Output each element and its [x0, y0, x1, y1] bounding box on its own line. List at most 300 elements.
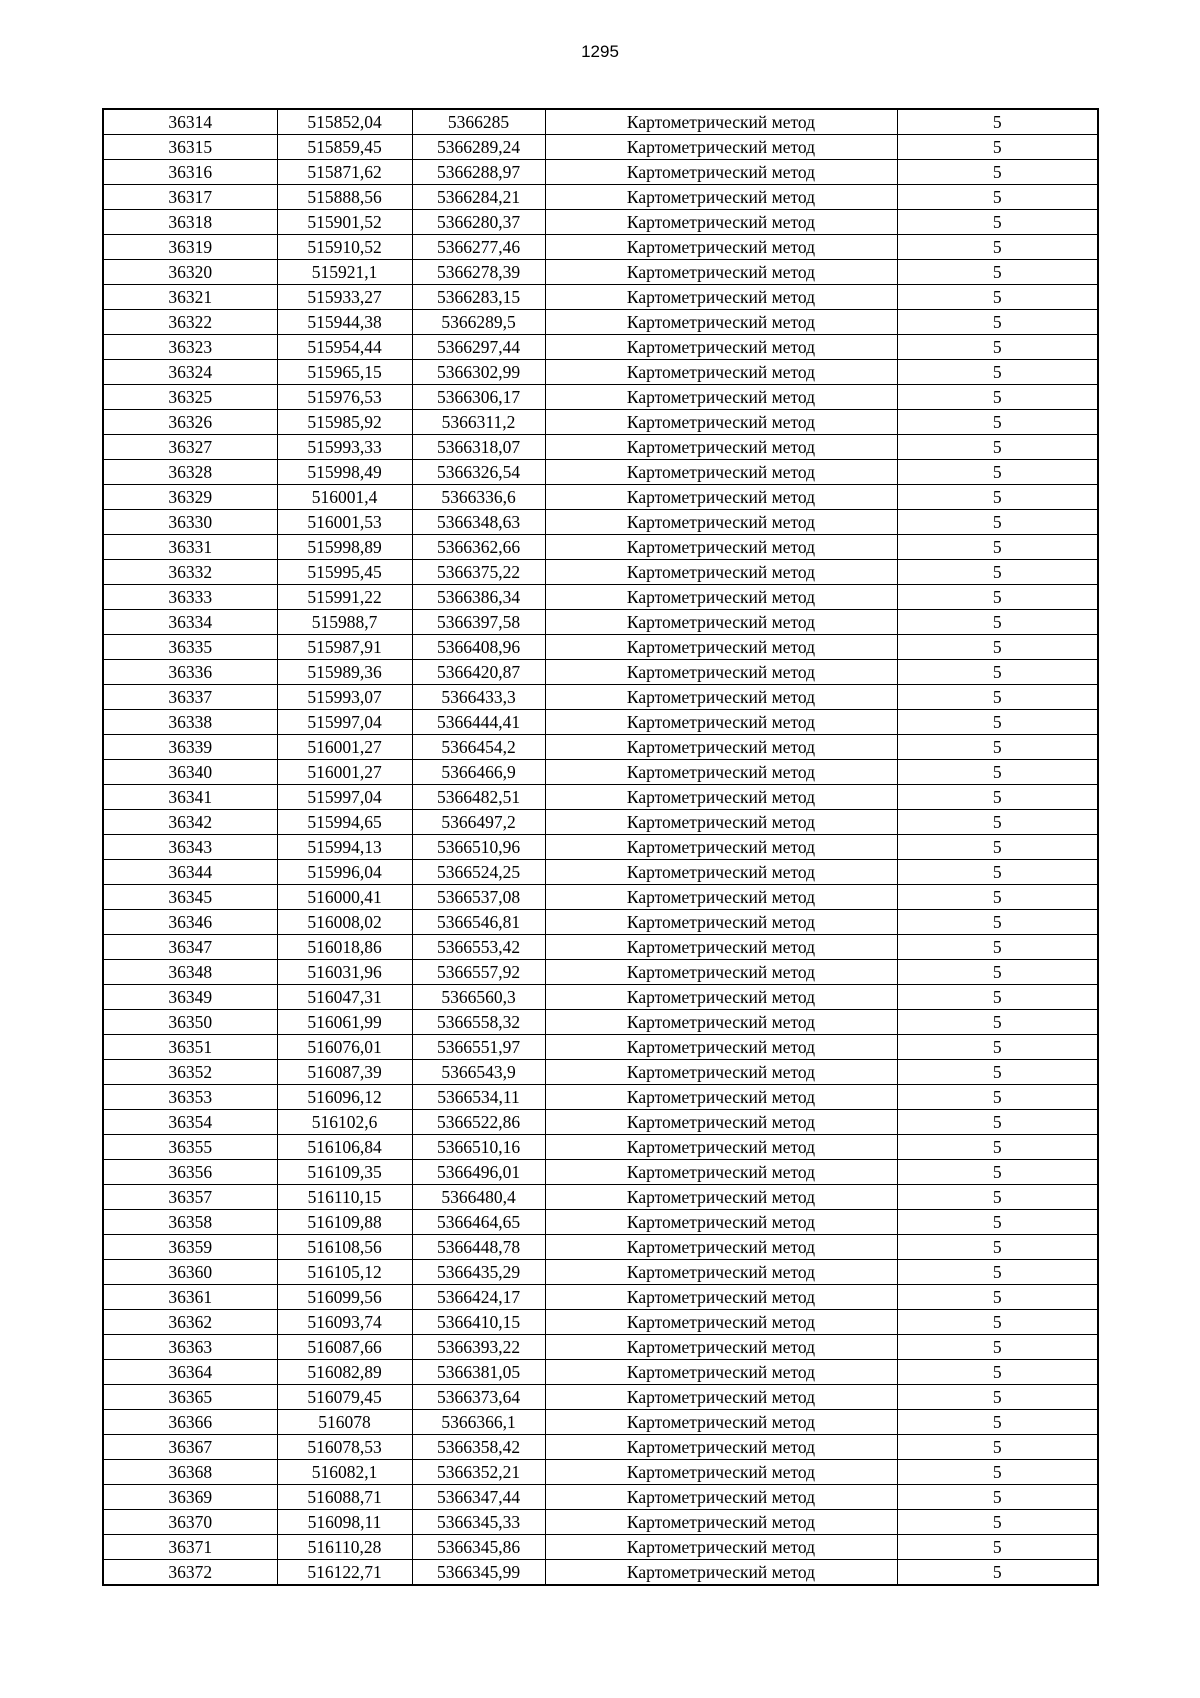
method-cell: Картометрический метод: [545, 760, 897, 785]
x-coordinate-cell: 515993,33: [277, 435, 412, 460]
y-coordinate-cell: 5366448,78: [412, 1235, 545, 1260]
method-cell: Картометрический метод: [545, 1410, 897, 1435]
y-coordinate-cell: 5366433,3: [412, 685, 545, 710]
method-cell: Картометрический метод: [545, 785, 897, 810]
accuracy-cell: 5: [897, 285, 1098, 310]
y-coordinate-cell: 5366410,15: [412, 1310, 545, 1335]
method-cell: Картометрический метод: [545, 535, 897, 560]
table-row: [103, 210, 1098, 235]
method-cell: Картометрический метод: [545, 160, 897, 185]
method-cell: Картометрический метод: [545, 1360, 897, 1385]
point-number-cell: 36322: [103, 310, 277, 335]
point-number-cell: 36354: [103, 1110, 277, 1135]
x-coordinate-cell: 516079,45: [277, 1385, 412, 1410]
x-coordinate-cell: 516061,99: [277, 1010, 412, 1035]
table-row: [103, 410, 1098, 435]
point-number-cell: 36328: [103, 460, 277, 485]
x-coordinate-cell: 516082,1: [277, 1460, 412, 1485]
method-cell: Картометрический метод: [545, 1060, 897, 1085]
table-row: [103, 1360, 1098, 1385]
table-row: [103, 1535, 1098, 1560]
accuracy-cell: 5: [897, 1510, 1098, 1535]
table-row: [103, 1135, 1098, 1160]
method-cell: Картометрический метод: [545, 1260, 897, 1285]
y-coordinate-cell: 5366558,32: [412, 1010, 545, 1035]
method-cell: Картометрический метод: [545, 610, 897, 635]
table-row: [103, 910, 1098, 935]
accuracy-cell: 5: [897, 935, 1098, 960]
method-cell: Картометрический метод: [545, 1485, 897, 1510]
x-coordinate-cell: 516106,84: [277, 1135, 412, 1160]
table-row: [103, 1560, 1098, 1586]
y-coordinate-cell: 5366375,22: [412, 560, 545, 585]
y-coordinate-cell: 5366522,86: [412, 1110, 545, 1135]
y-coordinate-cell: 5366311,2: [412, 410, 545, 435]
accuracy-cell: 5: [897, 360, 1098, 385]
method-cell: Картометрический метод: [545, 1110, 897, 1135]
accuracy-cell: 5: [897, 835, 1098, 860]
table-row: [103, 1335, 1098, 1360]
y-coordinate-cell: 5366551,97: [412, 1035, 545, 1060]
table-row: [103, 935, 1098, 960]
y-coordinate-cell: 5366510,16: [412, 1135, 545, 1160]
accuracy-cell: 5: [897, 660, 1098, 685]
table-row: [103, 260, 1098, 285]
method-cell: Картометрический метод: [545, 985, 897, 1010]
x-coordinate-cell: 515989,36: [277, 660, 412, 685]
y-coordinate-cell: 5366306,17: [412, 385, 545, 410]
method-cell: Картометрический метод: [545, 1335, 897, 1360]
coordinates-table-body: [103, 109, 1098, 1585]
accuracy-cell: 5: [897, 1435, 1098, 1460]
point-number-cell: 36362: [103, 1310, 277, 1335]
x-coordinate-cell: 515965,15: [277, 360, 412, 385]
accuracy-cell: 5: [897, 1285, 1098, 1310]
point-number-cell: 36371: [103, 1535, 277, 1560]
table-row: [103, 510, 1098, 535]
table-row: [103, 1185, 1098, 1210]
point-number-cell: 36365: [103, 1385, 277, 1410]
y-coordinate-cell: 5366424,17: [412, 1285, 545, 1310]
method-cell: Картометрический метод: [545, 135, 897, 160]
accuracy-cell: 5: [897, 1260, 1098, 1285]
method-cell: Картометрический метод: [545, 585, 897, 610]
x-coordinate-cell: 515901,52: [277, 210, 412, 235]
y-coordinate-cell: 5366560,3: [412, 985, 545, 1010]
point-number-cell: 36347: [103, 935, 277, 960]
table-row: [103, 985, 1098, 1010]
table-row: [103, 960, 1098, 985]
method-cell: Картометрический метод: [545, 835, 897, 860]
table-row: [103, 160, 1098, 185]
y-coordinate-cell: 5366444,41: [412, 710, 545, 735]
page-number: 1295: [581, 42, 619, 61]
table-row: [103, 660, 1098, 685]
table-row: [103, 560, 1098, 585]
method-cell: Картометрический метод: [545, 185, 897, 210]
y-coordinate-cell: 5366297,44: [412, 335, 545, 360]
method-cell: Картометрический метод: [545, 1510, 897, 1535]
x-coordinate-cell: 516001,27: [277, 760, 412, 785]
coordinates-table: [102, 108, 1099, 1586]
x-coordinate-cell: 515993,07: [277, 685, 412, 710]
method-cell: Картометрический метод: [545, 1210, 897, 1235]
y-coordinate-cell: 5366482,51: [412, 785, 545, 810]
table-row: [103, 810, 1098, 835]
x-coordinate-cell: 516088,71: [277, 1485, 412, 1510]
y-coordinate-cell: 5366326,54: [412, 460, 545, 485]
accuracy-cell: 5: [897, 385, 1098, 410]
method-cell: Картометрический метод: [545, 1535, 897, 1560]
y-coordinate-cell: 5366336,6: [412, 485, 545, 510]
accuracy-cell: 5: [897, 1360, 1098, 1385]
point-number-cell: 36363: [103, 1335, 277, 1360]
method-cell: Картометрический метод: [545, 485, 897, 510]
table-row: [103, 1485, 1098, 1510]
x-coordinate-cell: 515997,04: [277, 710, 412, 735]
x-coordinate-cell: 516098,11: [277, 1510, 412, 1535]
y-coordinate-cell: 5366352,21: [412, 1460, 545, 1485]
x-coordinate-cell: 515987,91: [277, 635, 412, 660]
x-coordinate-cell: 516108,56: [277, 1235, 412, 1260]
accuracy-cell: 5: [897, 510, 1098, 535]
point-number-cell: 36357: [103, 1185, 277, 1210]
x-coordinate-cell: 516102,6: [277, 1110, 412, 1135]
y-coordinate-cell: 5366283,15: [412, 285, 545, 310]
point-number-cell: 36350: [103, 1010, 277, 1035]
point-number-cell: 36338: [103, 710, 277, 735]
table-row: [103, 135, 1098, 160]
accuracy-cell: 5: [897, 460, 1098, 485]
accuracy-cell: 5: [897, 435, 1098, 460]
y-coordinate-cell: 5366347,44: [412, 1485, 545, 1510]
method-cell: Картометрический метод: [545, 1460, 897, 1485]
accuracy-cell: 5: [897, 1485, 1098, 1510]
point-number-cell: 36317: [103, 185, 277, 210]
accuracy-cell: 5: [897, 535, 1098, 560]
accuracy-cell: 5: [897, 1035, 1098, 1060]
method-cell: Картометрический метод: [545, 960, 897, 985]
x-coordinate-cell: 516001,53: [277, 510, 412, 535]
y-coordinate-cell: 5366366,1: [412, 1410, 545, 1435]
point-number-cell: 36351: [103, 1035, 277, 1060]
point-number-cell: 36358: [103, 1210, 277, 1235]
y-coordinate-cell: 5366464,65: [412, 1210, 545, 1235]
table-row: [103, 1010, 1098, 1035]
table-row: [103, 485, 1098, 510]
method-cell: Картометрический метод: [545, 510, 897, 535]
method-cell: Картометрический метод: [545, 310, 897, 335]
accuracy-cell: 5: [897, 335, 1098, 360]
method-cell: Картометрический метод: [545, 810, 897, 835]
accuracy-cell: 5: [897, 185, 1098, 210]
accuracy-cell: 5: [897, 1210, 1098, 1235]
y-coordinate-cell: 5366277,46: [412, 235, 545, 260]
x-coordinate-cell: 516087,66: [277, 1335, 412, 1360]
method-cell: Картометрический метод: [545, 935, 897, 960]
table-row: [103, 460, 1098, 485]
accuracy-cell: 5: [897, 860, 1098, 885]
table-row: [103, 1085, 1098, 1110]
table-row: [103, 109, 1098, 135]
x-coordinate-cell: 516076,01: [277, 1035, 412, 1060]
method-cell: Картометрический метод: [545, 910, 897, 935]
table-row: [103, 360, 1098, 385]
point-number-cell: 36364: [103, 1360, 277, 1385]
y-coordinate-cell: 5366454,2: [412, 735, 545, 760]
accuracy-cell: 5: [897, 1085, 1098, 1110]
y-coordinate-cell: 5366435,29: [412, 1260, 545, 1285]
y-coordinate-cell: 5366408,96: [412, 635, 545, 660]
method-cell: Картометрический метод: [545, 1185, 897, 1210]
point-number-cell: 36339: [103, 735, 277, 760]
x-coordinate-cell: 515988,7: [277, 610, 412, 635]
y-coordinate-cell: 5366386,34: [412, 585, 545, 610]
accuracy-cell: 5: [897, 210, 1098, 235]
point-number-cell: 36369: [103, 1485, 277, 1510]
y-coordinate-cell: 5366362,66: [412, 535, 545, 560]
x-coordinate-cell: 516109,88: [277, 1210, 412, 1235]
y-coordinate-cell: 5366289,5: [412, 310, 545, 335]
y-coordinate-cell: 5366543,9: [412, 1060, 545, 1085]
point-number-cell: 36370: [103, 1510, 277, 1535]
point-number-cell: 36343: [103, 835, 277, 860]
table-row: [103, 835, 1098, 860]
accuracy-cell: 5: [897, 310, 1098, 335]
x-coordinate-cell: 515997,04: [277, 785, 412, 810]
point-number-cell: 36356: [103, 1160, 277, 1185]
table-row: [103, 285, 1098, 310]
accuracy-cell: 5: [897, 135, 1098, 160]
point-number-cell: 36344: [103, 860, 277, 885]
method-cell: Картометрический метод: [545, 885, 897, 910]
y-coordinate-cell: 5366420,87: [412, 660, 545, 685]
accuracy-cell: 5: [897, 1335, 1098, 1360]
table-row: [103, 1460, 1098, 1485]
table-row: [103, 1285, 1098, 1310]
method-cell: Картометрический метод: [545, 1435, 897, 1460]
y-coordinate-cell: 5366466,9: [412, 760, 545, 785]
point-number-cell: 36316: [103, 160, 277, 185]
x-coordinate-cell: 516078: [277, 1410, 412, 1435]
x-coordinate-cell: 516096,12: [277, 1085, 412, 1110]
point-number-cell: 36337: [103, 685, 277, 710]
y-coordinate-cell: 5366302,99: [412, 360, 545, 385]
x-coordinate-cell: 516110,15: [277, 1185, 412, 1210]
accuracy-cell: 5: [897, 585, 1098, 610]
method-cell: Картометрический метод: [545, 1010, 897, 1035]
table-row: [103, 1410, 1098, 1435]
x-coordinate-cell: 516031,96: [277, 960, 412, 985]
x-coordinate-cell: 515996,04: [277, 860, 412, 885]
accuracy-cell: 5: [897, 985, 1098, 1010]
method-cell: Картометрический метод: [545, 109, 897, 135]
method-cell: Картометрический метод: [545, 860, 897, 885]
point-number-cell: 36315: [103, 135, 277, 160]
x-coordinate-cell: 515859,45: [277, 135, 412, 160]
y-coordinate-cell: 5366524,25: [412, 860, 545, 885]
table-row: [103, 1210, 1098, 1235]
accuracy-cell: 5: [897, 109, 1098, 135]
y-coordinate-cell: 5366373,64: [412, 1385, 545, 1410]
point-number-cell: 36353: [103, 1085, 277, 1110]
accuracy-cell: 5: [897, 635, 1098, 660]
point-number-cell: 36368: [103, 1460, 277, 1485]
x-coordinate-cell: 515910,52: [277, 235, 412, 260]
x-coordinate-cell: 515991,22: [277, 585, 412, 610]
accuracy-cell: 5: [897, 910, 1098, 935]
point-number-cell: 36355: [103, 1135, 277, 1160]
x-coordinate-cell: 515921,1: [277, 260, 412, 285]
y-coordinate-cell: 5366546,81: [412, 910, 545, 935]
y-coordinate-cell: 5366345,33: [412, 1510, 545, 1535]
y-coordinate-cell: 5366510,96: [412, 835, 545, 860]
table-row: [103, 860, 1098, 885]
point-number-cell: 36340: [103, 760, 277, 785]
table-row: [103, 885, 1098, 910]
point-number-cell: 36336: [103, 660, 277, 685]
table-row: [103, 435, 1098, 460]
y-coordinate-cell: 5366358,42: [412, 1435, 545, 1460]
y-coordinate-cell: 5366285: [412, 109, 545, 135]
method-cell: Картометрический метод: [545, 710, 897, 735]
table-row: [103, 1235, 1098, 1260]
table-row: [103, 635, 1098, 660]
x-coordinate-cell: 516000,41: [277, 885, 412, 910]
table-row: [103, 610, 1098, 635]
point-number-cell: 36331: [103, 535, 277, 560]
method-cell: Картометрический метод: [545, 660, 897, 685]
method-cell: Картометрический метод: [545, 1035, 897, 1060]
method-cell: Картометрический метод: [545, 1160, 897, 1185]
x-coordinate-cell: 515998,49: [277, 460, 412, 485]
table-row: [103, 735, 1098, 760]
x-coordinate-cell: 515976,53: [277, 385, 412, 410]
point-number-cell: 36333: [103, 585, 277, 610]
y-coordinate-cell: 5366345,99: [412, 1560, 545, 1586]
accuracy-cell: 5: [897, 260, 1098, 285]
point-number-cell: 36348: [103, 960, 277, 985]
x-coordinate-cell: 515954,44: [277, 335, 412, 360]
point-number-cell: 36318: [103, 210, 277, 235]
accuracy-cell: 5: [897, 1110, 1098, 1135]
method-cell: Картометрический метод: [545, 1085, 897, 1110]
x-coordinate-cell: 515994,65: [277, 810, 412, 835]
accuracy-cell: 5: [897, 1460, 1098, 1485]
x-coordinate-cell: 515852,04: [277, 109, 412, 135]
y-coordinate-cell: 5366496,01: [412, 1160, 545, 1185]
y-coordinate-cell: 5366537,08: [412, 885, 545, 910]
table-row: [103, 685, 1098, 710]
table-row: [103, 760, 1098, 785]
method-cell: Картометрический метод: [545, 360, 897, 385]
method-cell: Картометрический метод: [545, 210, 897, 235]
y-coordinate-cell: 5366280,37: [412, 210, 545, 235]
point-number-cell: 36334: [103, 610, 277, 635]
accuracy-cell: 5: [897, 1160, 1098, 1185]
accuracy-cell: 5: [897, 1235, 1098, 1260]
point-number-cell: 36323: [103, 335, 277, 360]
y-coordinate-cell: 5366278,39: [412, 260, 545, 285]
x-coordinate-cell: 516087,39: [277, 1060, 412, 1085]
point-number-cell: 36361: [103, 1285, 277, 1310]
y-coordinate-cell: 5366345,86: [412, 1535, 545, 1560]
method-cell: Картометрический метод: [545, 1560, 897, 1586]
method-cell: Картометрический метод: [545, 1285, 897, 1310]
y-coordinate-cell: 5366497,2: [412, 810, 545, 835]
table-row: [103, 185, 1098, 210]
method-cell: Картометрический метод: [545, 1385, 897, 1410]
x-coordinate-cell: 516110,28: [277, 1535, 412, 1560]
method-cell: Картометрический метод: [545, 235, 897, 260]
y-coordinate-cell: 5366289,24: [412, 135, 545, 160]
method-cell: Картометрический метод: [545, 1310, 897, 1335]
point-number-cell: 36359: [103, 1235, 277, 1260]
point-number-cell: 36324: [103, 360, 277, 385]
method-cell: Картометрический метод: [545, 635, 897, 660]
table-row: [103, 1260, 1098, 1285]
point-number-cell: 36330: [103, 510, 277, 535]
table-row: [103, 1160, 1098, 1185]
point-number-cell: 36320: [103, 260, 277, 285]
x-coordinate-cell: 516109,35: [277, 1160, 412, 1185]
x-coordinate-cell: 516008,02: [277, 910, 412, 935]
x-coordinate-cell: 515888,56: [277, 185, 412, 210]
x-coordinate-cell: 516001,27: [277, 735, 412, 760]
x-coordinate-cell: 516078,53: [277, 1435, 412, 1460]
method-cell: Картометрический метод: [545, 410, 897, 435]
accuracy-cell: 5: [897, 1060, 1098, 1085]
table-row: [103, 710, 1098, 735]
x-coordinate-cell: 516001,4: [277, 485, 412, 510]
point-number-cell: 36335: [103, 635, 277, 660]
y-coordinate-cell: 5366381,05: [412, 1360, 545, 1385]
method-cell: Картометрический метод: [545, 285, 897, 310]
x-coordinate-cell: 516047,31: [277, 985, 412, 1010]
method-cell: Картометрический метод: [545, 1235, 897, 1260]
accuracy-cell: 5: [897, 1010, 1098, 1035]
y-coordinate-cell: 5366534,11: [412, 1085, 545, 1110]
accuracy-cell: 5: [897, 1385, 1098, 1410]
x-coordinate-cell: 515998,89: [277, 535, 412, 560]
accuracy-cell: 5: [897, 235, 1098, 260]
point-number-cell: 36360: [103, 1260, 277, 1285]
point-number-cell: 36367: [103, 1435, 277, 1460]
table-row: [103, 1510, 1098, 1535]
table-row: [103, 1385, 1098, 1410]
accuracy-cell: 5: [897, 785, 1098, 810]
accuracy-cell: 5: [897, 160, 1098, 185]
accuracy-cell: 5: [897, 1185, 1098, 1210]
method-cell: Картометрический метод: [545, 260, 897, 285]
x-coordinate-cell: 515944,38: [277, 310, 412, 335]
table-row: [103, 310, 1098, 335]
point-number-cell: 36349: [103, 985, 277, 1010]
table-row: [103, 335, 1098, 360]
accuracy-cell: 5: [897, 410, 1098, 435]
table-row: [103, 585, 1098, 610]
y-coordinate-cell: 5366393,22: [412, 1335, 545, 1360]
y-coordinate-cell: 5366480,4: [412, 1185, 545, 1210]
point-number-cell: 36325: [103, 385, 277, 410]
y-coordinate-cell: 5366284,21: [412, 185, 545, 210]
y-coordinate-cell: 5366397,58: [412, 610, 545, 635]
x-coordinate-cell: 515994,13: [277, 835, 412, 860]
x-coordinate-cell: 515871,62: [277, 160, 412, 185]
point-number-cell: 36366: [103, 1410, 277, 1435]
point-number-cell: 36341: [103, 785, 277, 810]
accuracy-cell: 5: [897, 810, 1098, 835]
